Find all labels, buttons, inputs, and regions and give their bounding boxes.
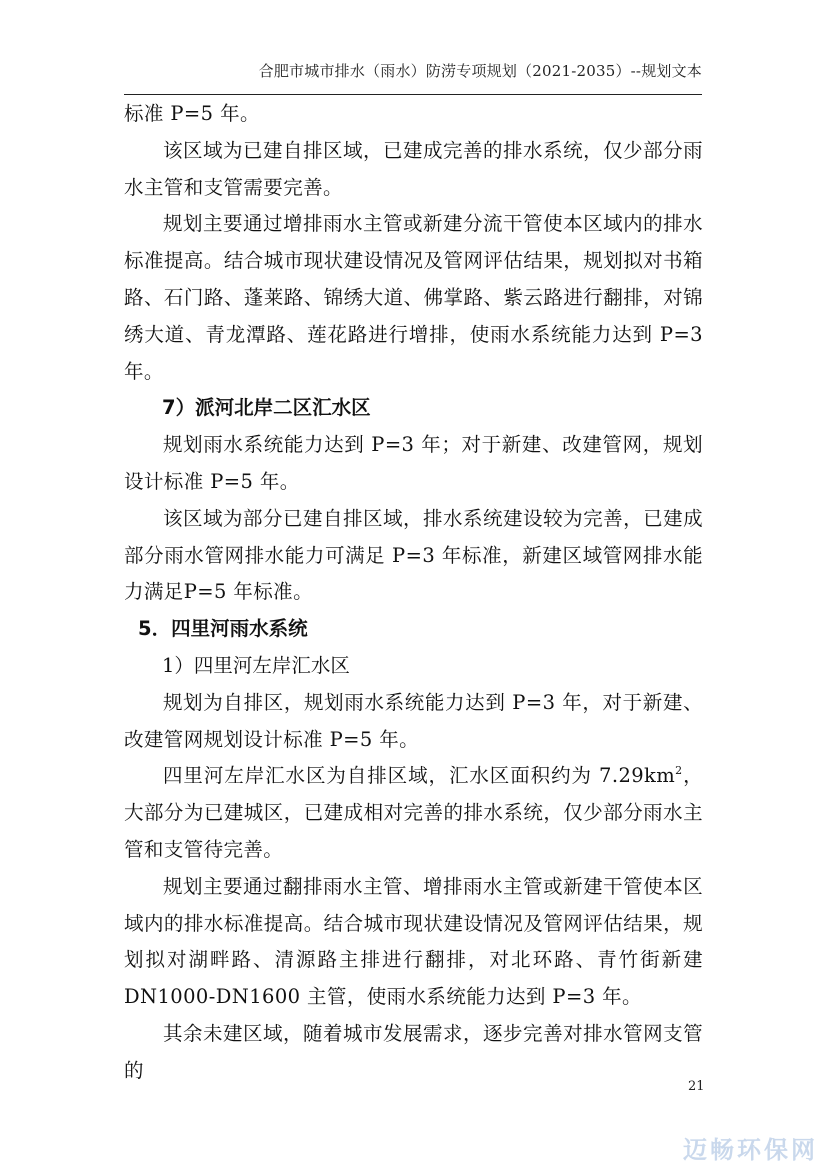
- superscript: 2: [675, 764, 683, 778]
- header-rule: [124, 94, 702, 95]
- section-heading: 7）派河北岸二区汇水区: [162, 396, 371, 420]
- paragraph-text: ，大部分为已建城区，已建成相对完善的排水系统，仅少部分雨水主管和支管待完善。: [124, 764, 704, 861]
- running-header: 合肥市城市排水（雨水）防涝专项规划（2021-2035）--规划文本: [258, 62, 702, 80]
- page-number: 21: [688, 1079, 705, 1094]
- watermark-logo: 迈畅环保网: [683, 1136, 818, 1164]
- paragraph: 规划主要通过增排雨水主管或新建分流干管使本区域内的排水标准提高。结合城市现状建设情况及管网评估结果，规划拟对书箱路、石门路、蓬莱路、锦绣大道、佛掌路、紫云路进行翻排，对锦绣大道、青龙潭路、莲花路进行增排，使雨水系统能力达到 P=3 年。: [124, 212, 703, 383]
- chapter-heading: 5．四里河雨水系统: [138, 617, 308, 641]
- paragraph: 该区域为已建自排区域，已建成完善的排水系统，仅少部分雨水主管和支管需要完善。: [124, 138, 703, 199]
- paragraph-text: 四里河左岸汇水区为自排区域，汇水区面积约为 7.29km: [163, 764, 676, 788]
- paragraph: [124, 758, 703, 868]
- paragraph: 规划雨水系统能力达到 P=3 年；对于新建、改建管网，规划设计标准 P=5 年。: [124, 433, 703, 493]
- paragraph: 该区域为部分已建自排区域，排水系统建设较为完善，已建成部分雨水管网排水能力可满足 P=3 年标准，新建区域管网排水能力满足P=5 年标准。: [124, 506, 703, 604]
- subsection-heading: 1）四里河左岸汇水区: [162, 653, 350, 677]
- paragraph: 其余未建区域，随着城市发展需求，逐步完善对排水管网支管的: [124, 1021, 703, 1082]
- paragraph: 规划为自排区，规划雨水系统能力达到 P=3 年，对于新建、改建管网规划设计标准 P=5 年。: [124, 690, 703, 751]
- page-body: [124, 96, 703, 1090]
- paragraph: 标准 P=5 年。: [124, 102, 260, 125]
- paragraph: 规划主要通过翻排雨水主管、增排雨水主管或新建干管使本区域内的排水标准提高。结合城市现状建设情况及管网评估结果，规划拟对湖畔路、清源路主排进行翻排，对北环路、青竹街新建DN1000-DN1600 主管，使雨水系统能力达到 P=3 年。: [124, 874, 703, 1009]
